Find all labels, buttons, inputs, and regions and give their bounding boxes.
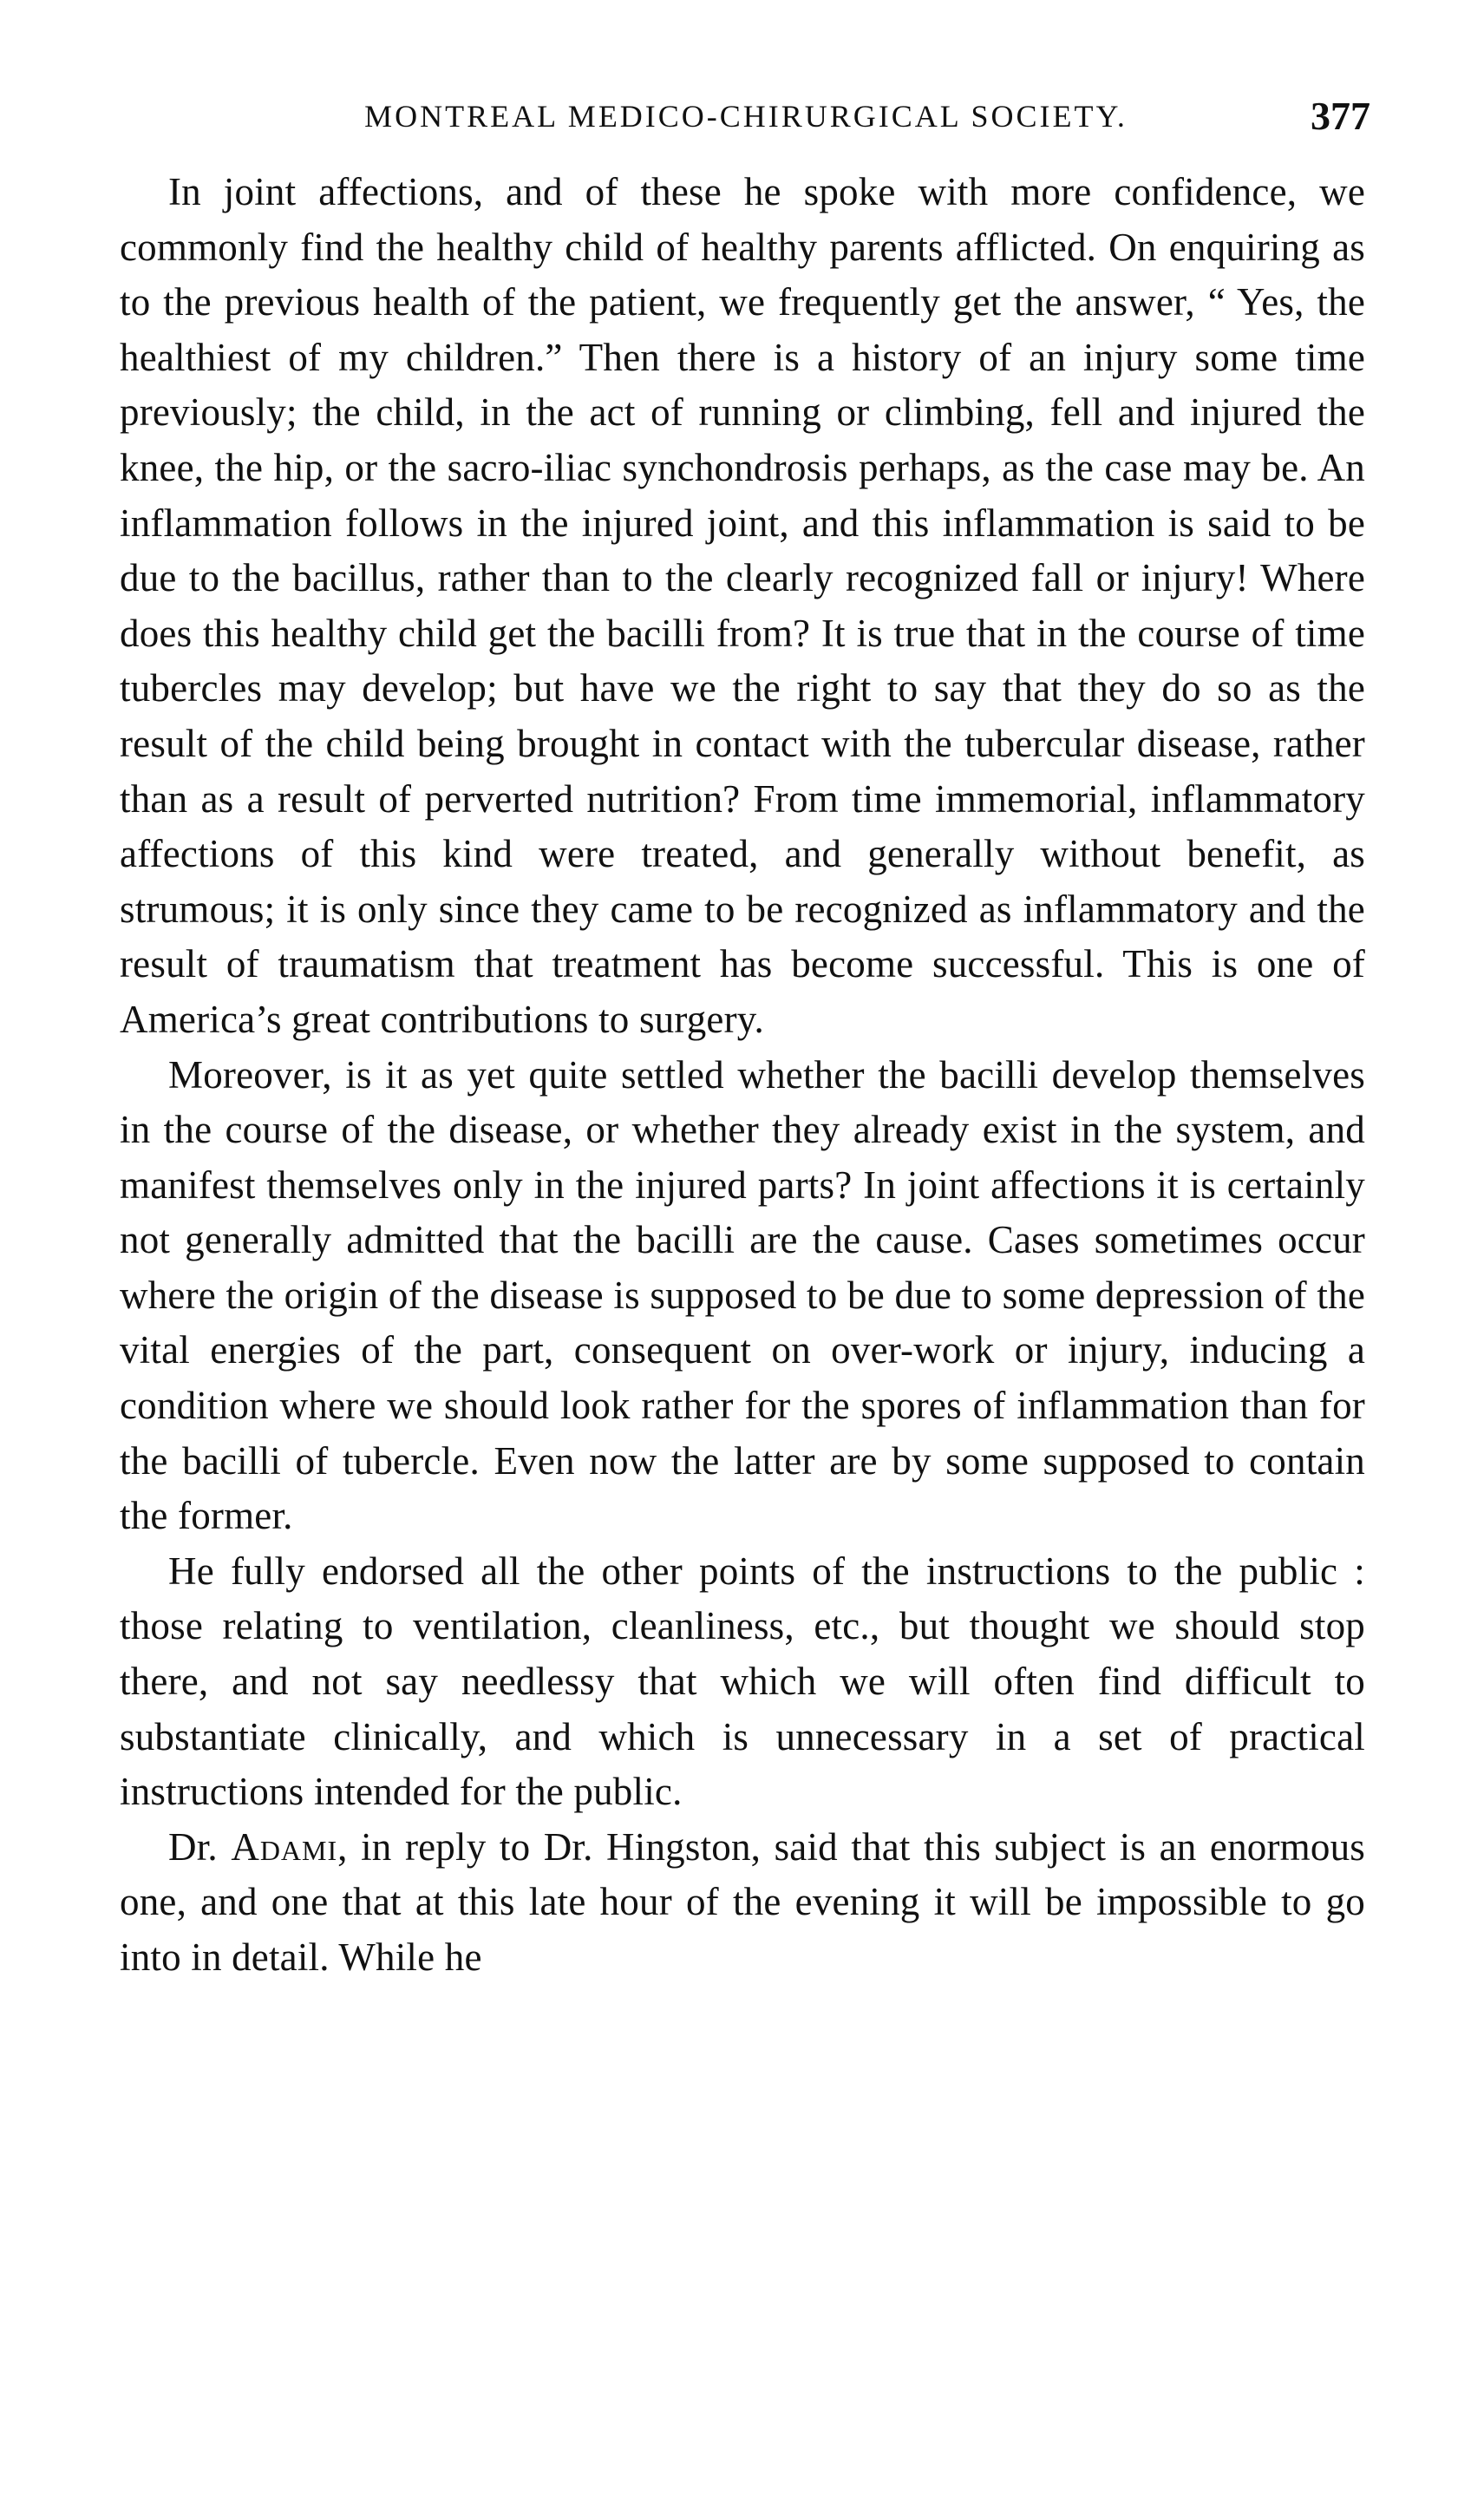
paragraph-4-prefix: Dr. xyxy=(168,1824,218,1869)
body-text xyxy=(120,165,1365,1986)
running-head xyxy=(121,90,1370,142)
paragraph-4-text: , in reply to Dr. Hingston, said that this subject is an enormous one, and one that at this late hour of the evening it will be impossible to go into in detail. While he xyxy=(120,1824,1365,1979)
paragraph-1: In joint affections, and of these he spoke with more confidence, we commonly find the healthy child of healthy parents afflicted. On enquiring as to the previous health of the patient, we frequently get the answer, “ Yes, the healthiest of my children.” Then there is a history of an injury some time previously; the child, in the act of running or climbing, fell and injured the knee, the hip, or the sacro-iliac synchondrosis perhaps, as the case may be. An inflammation follows in the injured joint, and this inflammation is said to be due to the bacillus, rather than to the clearly recognized fall or injury! Where does this healthy child get the bacilli from? It is true that in the course of time tubercles may develop; but have we the right to say that they do so as the result of the child being brought in contact with the tubercular disease, rather than as a result of perverted nutrition? From time immemorial, inflammatory affections of this kind were treated, and generally without benefit, as strumous; it is only since they came to be recognized as inflammatory and the result of traumatism that treatment has become successful. This is one of America’s great contributions to surgery. xyxy=(120,170,1365,1041)
speaker-name: Adami xyxy=(231,1824,338,1869)
page-number: 377 xyxy=(1311,94,1370,138)
running-title: MONTREAL MEDICO-CHIRURGICAL SOCIETY. xyxy=(364,99,1128,134)
paragraph-2: Moreover, is it as yet quite settled whether the bacilli develop themselves in the course of the disease, or whether they already exist in the system, and manifest themselves only in the injured parts? In joint affections it is certainly not generally admitted that the bacilli are the cause. Cases sometimes occur where the origin of the disease is supposed to be due to some depression of the vital energies of the part, consequent on over-work or injury, inducing a condition where we should look rather for the spores of inflammation than for the bacilli of tubercle. Even now the latter are by some supposed to contain the former. xyxy=(120,1052,1365,1538)
paragraph-4 xyxy=(120,1820,1365,1986)
paragraph-3: He fully endorsed all the other points of the instructions to the public : those relating to ventilation, cleanliness, etc., but thought we should stop there, and not say needlessy that which we will often find difficult to substantiate clinically, and which is unnecessary in a set of practical instructions intended for the public. xyxy=(120,1549,1365,1814)
